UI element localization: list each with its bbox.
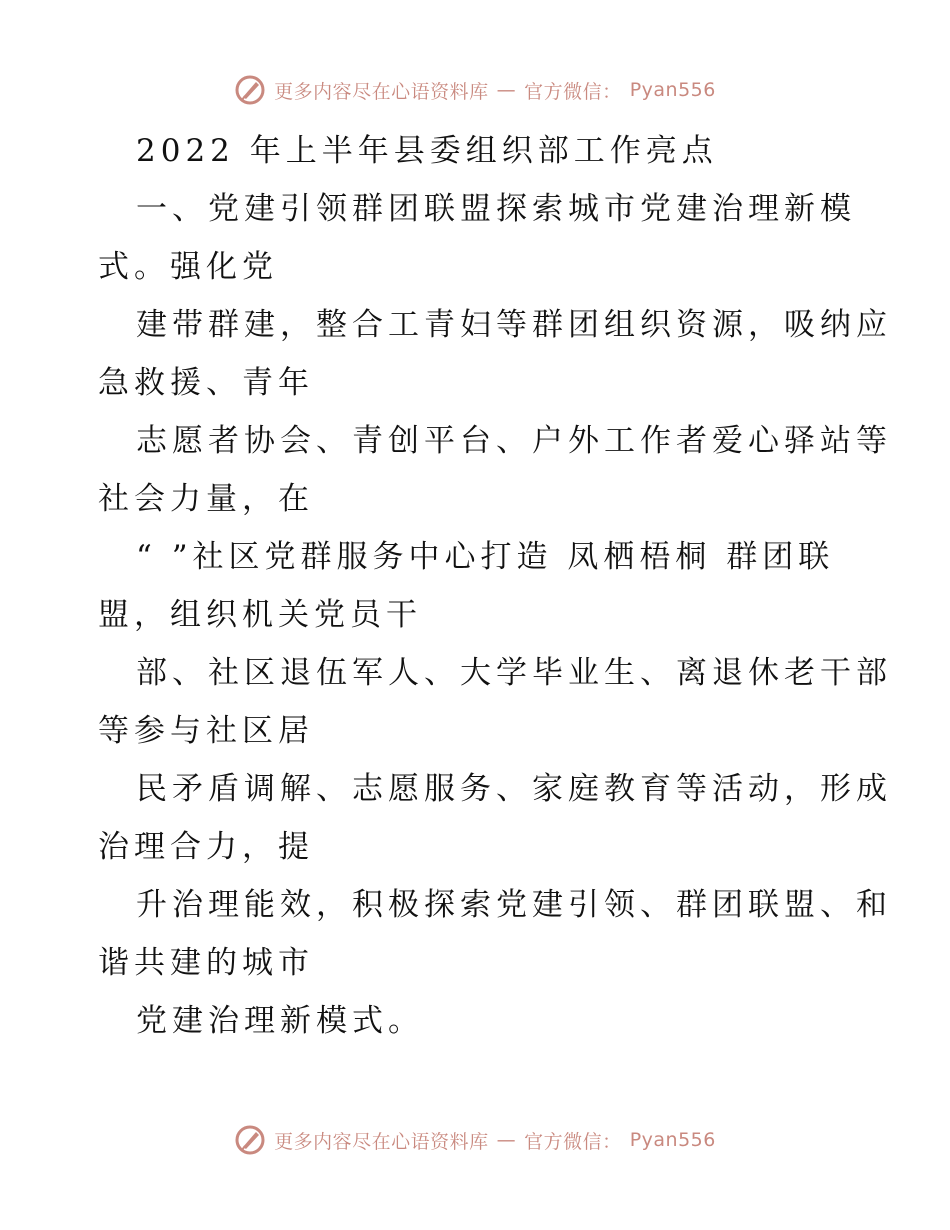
body-text-line: 民矛盾调解、志愿服务、家庭教育等活动，形成 — [136, 771, 892, 807]
body-text-line: 党建治理新模式。 — [136, 1003, 424, 1039]
watermark-text: 更多内容尽在心语资料库 — [274, 1130, 489, 1153]
footer-watermark — [0, 1120, 950, 1160]
watermark-wechat-label: 官方微信： — [524, 1130, 622, 1153]
body-text-line: 志愿者协会、青创平台、户外工作者爱心驿站等 — [136, 423, 892, 459]
body-text-line: 一、党建引领群团联盟探索城市党建治理新模 — [136, 191, 856, 227]
quill-pen-logo-icon — [234, 74, 266, 106]
watermark-text: 更多内容尽在心语资料库 — [274, 80, 489, 103]
body-text-line: 等参与社区居 — [98, 713, 314, 749]
body-text-line: 谐共建的城市 — [98, 945, 314, 981]
watermark-wechat-id: Pyan556 — [629, 79, 716, 101]
body-text-line: 式。强化党 — [98, 249, 278, 285]
body-text-line: 部、社区退伍军人、大学毕业生、离退休老干部 — [136, 655, 892, 691]
body-text-line: “ ”社区党群服务中心打造 凤栖梧桐 群团联 — [136, 539, 835, 575]
body-text-line: 建带群建，整合工青妇等群团组织资源，吸纳应 — [136, 307, 892, 343]
body-text-line: 升治理能效，积极探索党建引领、群团联盟、和 — [136, 887, 892, 923]
body-text-line: 盟，组织机关党员干 — [98, 597, 422, 633]
quill-pen-logo-icon — [234, 1124, 266, 1156]
watermark-separator: — — [496, 1129, 517, 1151]
header-watermark — [0, 70, 950, 110]
watermark-wechat-label: 官方微信： — [524, 80, 622, 103]
document-title: 2022 年上半年县委组织部工作亮点 — [136, 133, 718, 169]
document-body — [98, 122, 892, 1050]
body-text-line: 急救援、青年 — [98, 365, 314, 401]
watermark-separator: — — [496, 79, 517, 101]
body-text-line: 社会力量，在 — [98, 481, 314, 517]
watermark-wechat-id: Pyan556 — [629, 1129, 716, 1151]
body-text-line: 治理合力，提 — [98, 829, 314, 865]
